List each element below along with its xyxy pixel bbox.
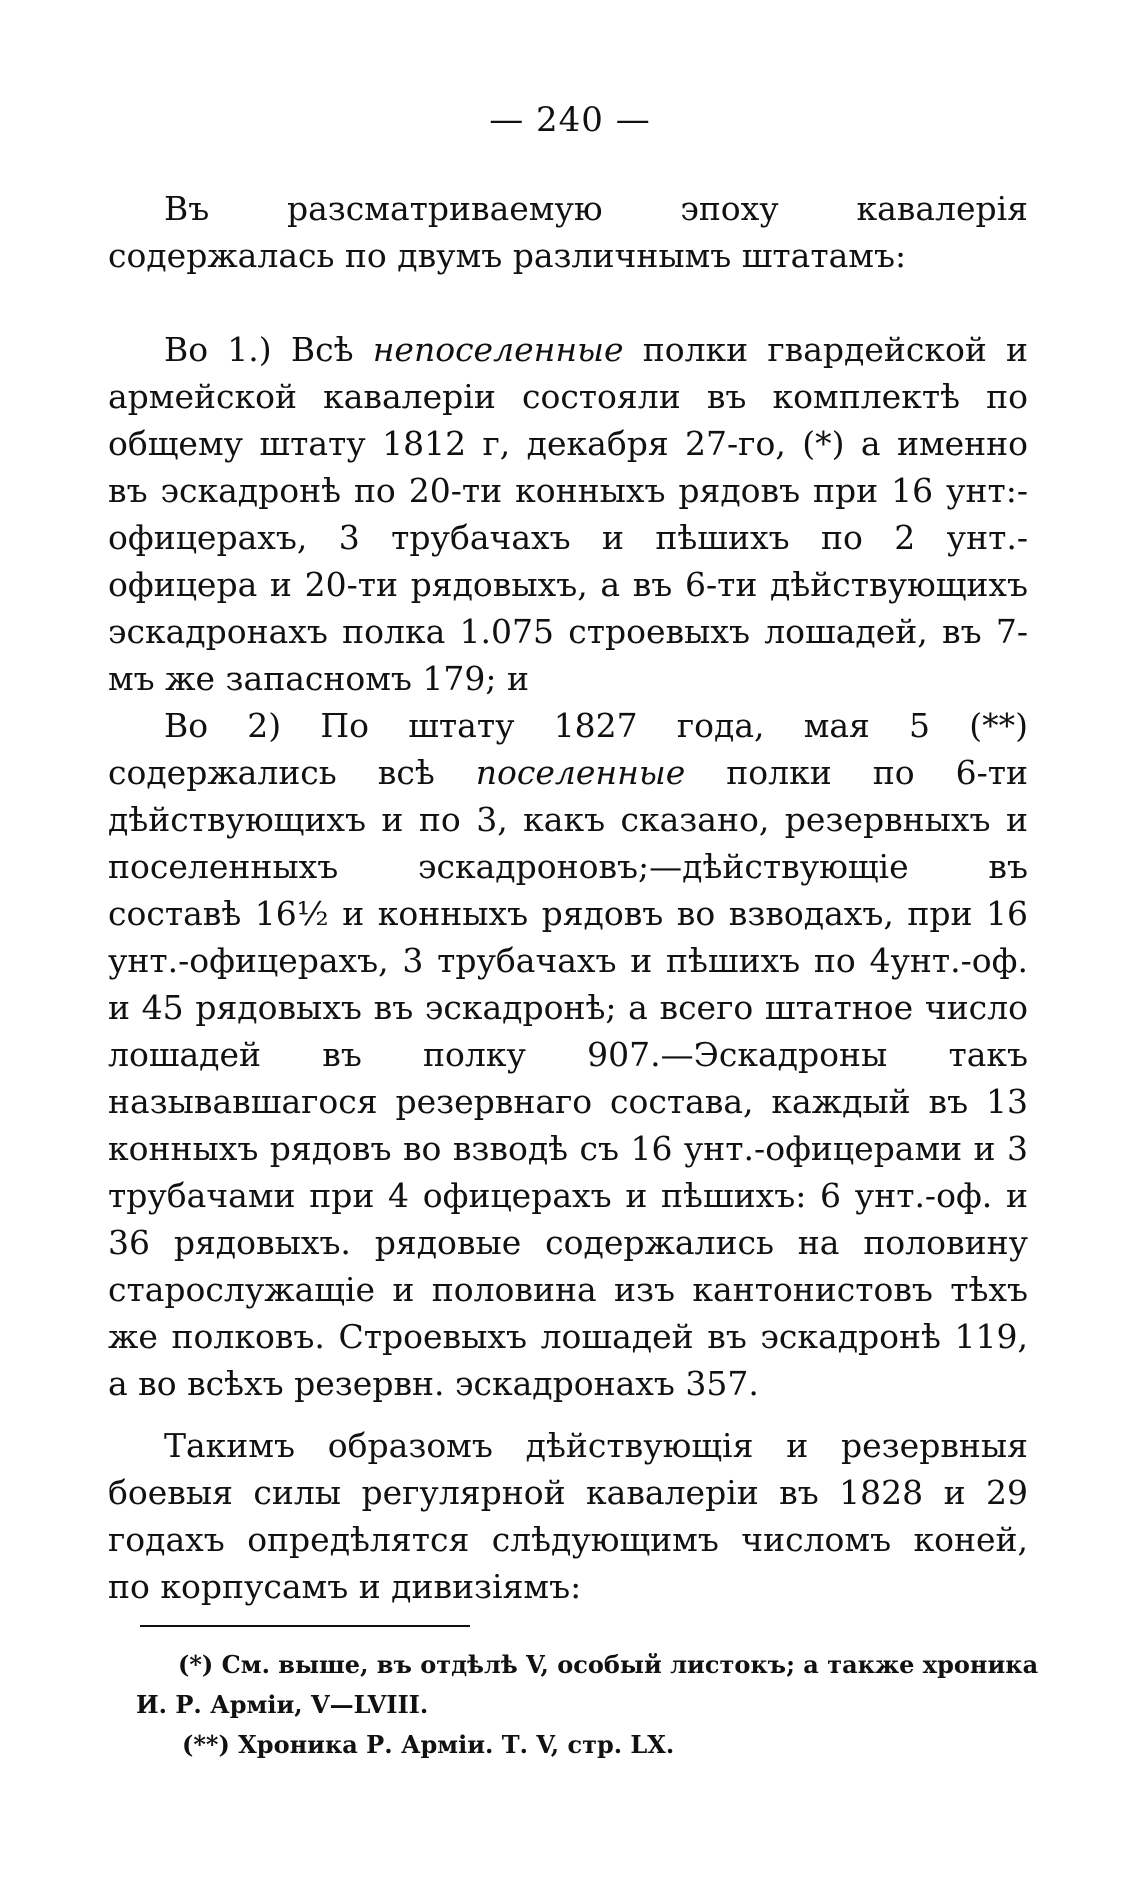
body-text	[108, 185, 1028, 1610]
paragraph-1-italic: непоселенные	[372, 330, 624, 369]
paragraph-2-italic: поселенные	[475, 753, 686, 792]
footnote-divider	[140, 1625, 470, 1627]
paragraph-2-rest: полки по 6-ти дѣйствующихъ и по 3, какъ сказано, резервныхъ и поселенныхъ эскадроновъ;—дѣйствующіе въ составѣ 16½ и конныхъ рядовъ во взводахъ, при 16 унт.-офицерахъ, 3 трубачахъ и пѣшихъ по 4унт.-оф. и 45 рядовыхъ въ эскадронѣ; а всего штатное число лошадей въ полку 907.—Эскадроны такъ называвшагося резервнаго состава, каждый въ 13 конныхъ рядовъ во взводѣ съ 16 унт.-офицерами и 3 трубачами при 4 офицерахъ и пѣшихъ: 6 унт.-оф. и 36 рядовыхъ. рядовые содержались на половину старослужащіе и половина изъ кантонистовъ тѣхъ же полковъ. Строевыхъ лошадей въ эскадронѣ 119, а во всѣхъ резервн. эскадронахъ 357.	[108, 753, 1028, 1403]
footnote-1: (*) См. выше, въ отдѣлѣ V, особый листокъ; а также хроника И. Р. Арміи, V—LVIII.	[136, 1650, 1039, 1719]
footnotes	[136, 1645, 1040, 1765]
paragraph-intro: Въ разсматриваемую эпоху кавалерія содержалась по двумъ различнымъ штатамъ:	[108, 189, 1028, 275]
page-number: — 240 —	[489, 100, 651, 140]
paragraph-1-rest: полки гвардейской и армейской кавалеріи состояли въ комплектѣ по общему штату 1812 г, декабря 27-го, (*) а именно въ эскадронѣ по 20-ти конныхъ рядовъ при 16 унт:-офицерахъ, 3 трубачахъ и пѣшихъ по 2 унт.-офицера и 20-ти рядовыхъ, а въ 6-ти дѣйствующихъ эскадронахъ полка 1.075 строевыхъ лошадей, въ 7-мъ же запасномъ 179; и	[108, 330, 1028, 698]
paragraph-2-prefix: Во 2) По штату 1827 года, мая 5 (**) содержались всѣ	[108, 706, 1028, 792]
paragraph-1-prefix: Во 1.) Всѣ	[164, 330, 373, 369]
footnote-2: (**) Хроника Р. Арміи. Т. V, стр. LX.	[182, 1730, 675, 1759]
paragraph-3: Такимъ образомъ дѣйствующія и резервныя боевыя силы регулярной кавалеріи въ 1828 и 29 годахъ опредѣлятся слѣдующимъ числомъ коней, по корпусамъ и дивизіямъ:	[108, 1426, 1028, 1606]
paragraph-2	[108, 702, 1028, 1407]
paragraph-1	[108, 326, 1028, 702]
